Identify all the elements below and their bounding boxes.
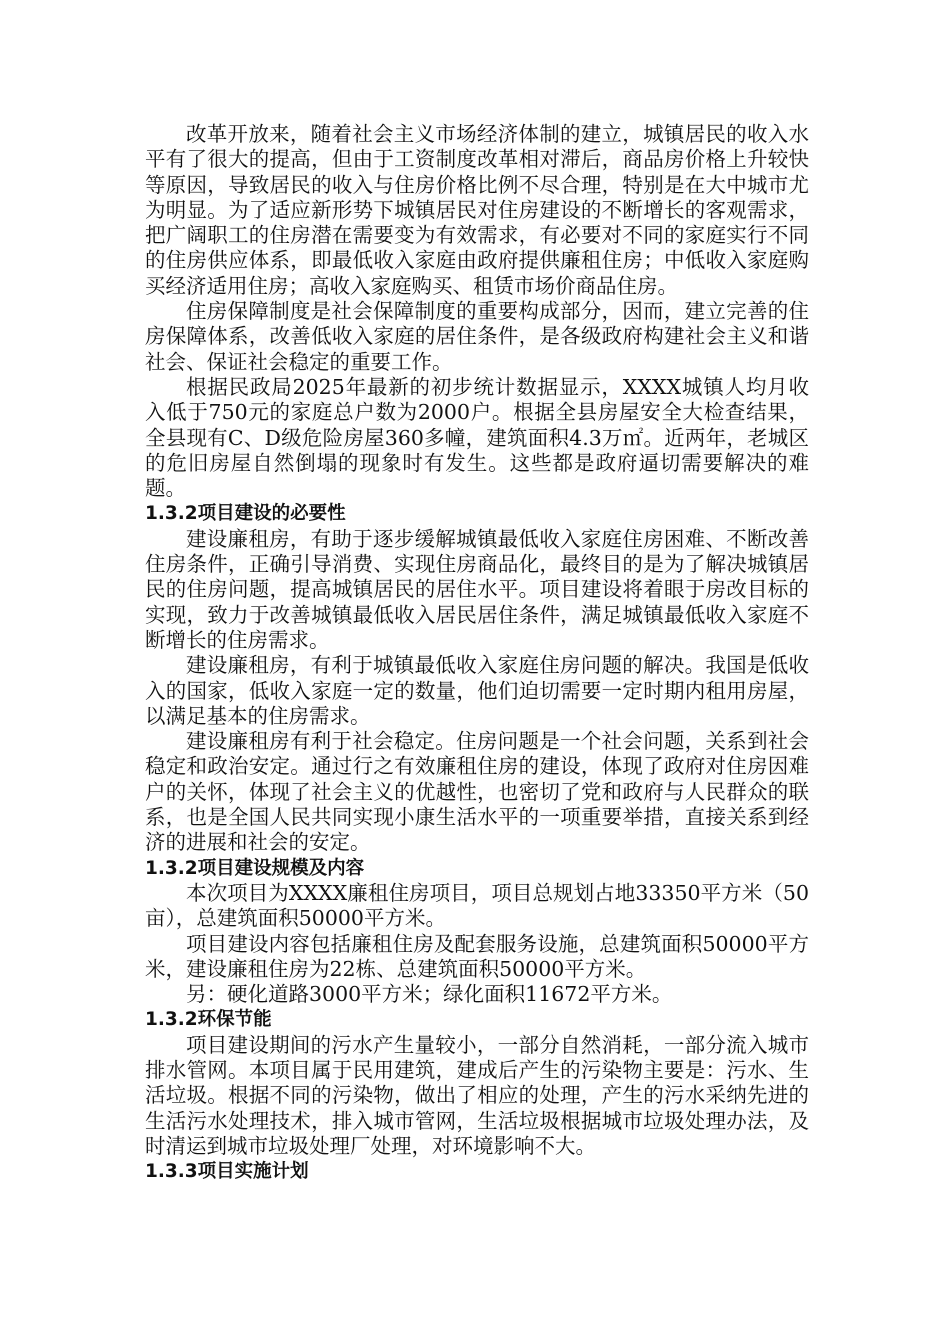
paragraph-environment: 项目建设期间的污水产生量较小，一部分自然消耗，一部分流入城市排水管网。本项目属于民用建筑，建成后产生的污染物主要是：污水、生活垃圾。根据不同的污染物，做出了相应的处理，产生的污水采纳先进的生活污水处理技术，排入城市管网，生活垃圾根据城市垃圾处理办法，及时清运到城市垃圾处理厂处理，对环境影响不大。 <box>145 1032 809 1158</box>
paragraph-housing-background: 改革开放来，随着社会主义市场经济体制的建立，城镇居民的收入水平有了很大的提高，但由于工资制度改革相对滞后，商品房价格上升较快等原因，导致居民的收入与住房价格比例不尽合理，特别是在大中城市尤为明显。为了适应新形势下城镇居民对住房建设的不断增长的客观需求，把广阔职工的住房潜在需要变为有效需求，有必要对不同的家庭实行不同的住房供应体系，即最低收入家庭由政府提供廉租住房；中低收入家庭购买经济适用住房；高收入家庭购买、租赁市场价商品住房。 <box>145 122 809 298</box>
document-body <box>145 122 809 1184</box>
heading-environmental-protection: 1.3.2环保节能 <box>145 1009 272 1031</box>
paragraph-necessity-2: 建设廉租房，有利于城镇最低收入家庭住房问题的解决。我国是低收入的国家，低收入家庭一定的数量，他们迫切需要一定时期内租用房屋，以满足基本的住房需求。 <box>145 653 809 728</box>
paragraph-scale-1: 本次项目为XXXX廉租住房项目，项目总规划占地33350平方米（50亩），总建筑面积50000平方米。 <box>145 880 809 931</box>
paragraph-scale-2: 项目建设内容包括廉租住房及配套服务设施，总建筑面积50000平方米，建设廉租住房为22栋、总建筑面积50000平方米。 <box>145 931 809 981</box>
paragraph-necessity-3: 建设廉租房有利于社会稳定。住房问题是一个社会问题，关系到社会稳定和政治安定。通过行之有效廉租住房的建设，体现了政府对住房因难户的关怀，体现了社会主义的优越性，也密切了党和政府与人民群众的联系，也是全国人民共同实现小康生活水平的一项重要举措，直接关系到经济的进展和社会的安定。 <box>145 729 809 855</box>
paragraph-necessity-1: 建设廉租房，有助于逐步缓解城镇最低收入家庭住房困难、不断改善住房条件，正确引导消费、实现住房商品化，最终目的是为了解决城镇居民的住房问题，提高城镇居民的居住水平。项目建设将着眼于房改目标的实现，致力于改善城镇最低收入居民居住条件，满足城镇最低收入家庭不断增长的住房需求。 <box>145 526 809 652</box>
heading-project-necessity: 1.3.2项目建设的必要性 <box>145 503 346 525</box>
heading-implementation-plan: 1.3.3项目实施计划 <box>145 1161 309 1183</box>
paragraph-housing-security-system: 住房保障制度是社会保障制度的重要构成部分，因而，建立完善的住房保障体系，改善低收入家庭的居住条件，是各级政府构建社会主义和谐社会、保证社会稳定的重要工作。 <box>145 299 809 374</box>
heading-project-scale: 1.3.2项目建设规模及内容 <box>145 857 365 879</box>
paragraph-statistics: 根据民政局2025年最新的初步统计数据显示，XXXX城镇人均月收入低于750元的家庭总户数为2000户。根据全县房屋安全大检查结果，全县现有C、D级危险房屋360多幢，建筑面积4.3万㎡。近两年，老城区的危旧房屋自然倒塌的现象时有发生。这些都是政府逼切需要解决的难题。 <box>145 374 809 501</box>
paragraph-scale-3: 另：硬化道路3000平方米；绿化面积11672平方米。 <box>186 982 673 1007</box>
